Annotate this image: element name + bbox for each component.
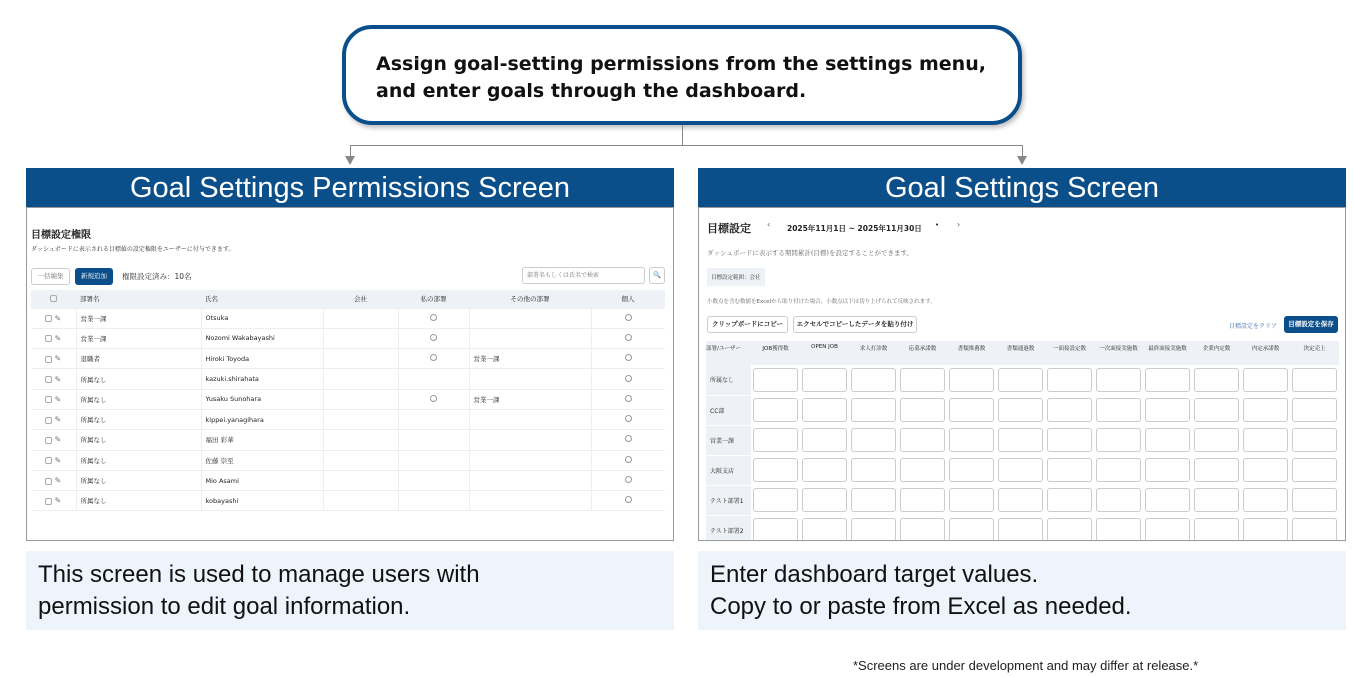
dept-cell: 所属なし (76, 409, 201, 429)
goal-input[interactable] (802, 398, 847, 422)
col-header: 最終面接実施数 (1143, 341, 1192, 365)
company-cell (323, 308, 398, 328)
dept-cell: 所属なし (76, 369, 201, 389)
goal-input[interactable] (1096, 428, 1141, 452)
circle-mark-icon (625, 375, 632, 382)
personal-cell (591, 450, 665, 470)
row-label: CC部 (706, 395, 751, 425)
name-cell: Hiroki Toyoda (201, 349, 323, 369)
my-dept-cell (398, 430, 469, 450)
goal-table (706, 341, 1339, 541)
permissions-title: Goal Settings Permissions Screen (26, 168, 674, 208)
my-dept-cell (398, 369, 469, 389)
caption-line: permission to edit goal information. (38, 593, 411, 620)
permission-count: 権限設定済み：10名 (122, 272, 192, 281)
edit-pencil-icon[interactable]: ✎ (54, 394, 62, 404)
goal-input[interactable] (1194, 518, 1239, 541)
goal-input[interactable] (802, 488, 847, 512)
bulk-edit-button[interactable]: 一括編集 (31, 268, 70, 285)
goal-input[interactable] (1047, 458, 1092, 482)
goal-input[interactable] (851, 368, 896, 392)
circle-mark-icon (625, 435, 632, 442)
goal-input[interactable] (998, 458, 1043, 482)
goal-input[interactable] (1096, 458, 1141, 482)
period-selector[interactable]: 2025年11月1日 ~ 2025年11月30日 (787, 224, 922, 233)
circle-mark-icon (430, 395, 437, 402)
clear-goals-link[interactable]: 目標設定をクリア (1229, 323, 1278, 330)
goal-input[interactable] (998, 488, 1043, 512)
goal-input[interactable] (949, 518, 994, 541)
goal-input[interactable] (900, 488, 945, 512)
table-row (31, 328, 665, 348)
table-row (31, 369, 665, 389)
goal-settings-title: Goal Settings Screen (698, 168, 1346, 208)
personal-cell (591, 430, 665, 450)
col-header: 会社 (323, 290, 398, 308)
goal-input[interactable] (1145, 488, 1190, 512)
footnote: *Screens are under development and may differ at release.* (853, 658, 1199, 673)
circle-mark-icon (625, 334, 632, 341)
goal-input[interactable] (1292, 458, 1337, 482)
goal-settings-screenshot (698, 207, 1346, 541)
table-row (31, 470, 665, 490)
name-cell: Otsuka (201, 308, 323, 328)
my-dept-cell (398, 349, 469, 369)
goal-input[interactable] (1145, 458, 1190, 482)
page-title: 目標設定権限 (31, 230, 91, 241)
name-cell: kazuki.shirahata (201, 369, 323, 389)
connector (350, 145, 1023, 146)
edit-pencil-icon[interactable]: ✎ (54, 333, 62, 343)
goal-input[interactable] (851, 458, 896, 482)
table-row (31, 409, 665, 429)
col-header: 書類推薦数 (947, 341, 996, 365)
goal-input[interactable] (753, 458, 798, 482)
goal-input[interactable] (1194, 458, 1239, 482)
col-header: 一次面接実施数 (1094, 341, 1143, 365)
goal-input[interactable] (802, 518, 847, 541)
circle-mark-icon (625, 415, 632, 422)
company-cell (323, 491, 398, 511)
row-label: テスト部署1 (706, 485, 751, 515)
personal-cell (591, 328, 665, 348)
goal-input[interactable] (851, 398, 896, 422)
table-row (706, 485, 1339, 515)
goal-input[interactable] (1194, 398, 1239, 422)
other-dept-cell (469, 470, 591, 490)
goal-input[interactable] (998, 398, 1043, 422)
my-dept-cell (398, 450, 469, 470)
row-checkbox[interactable] (45, 498, 52, 505)
goal-input[interactable] (1194, 428, 1239, 452)
circle-mark-icon (430, 334, 437, 341)
goal-input[interactable] (753, 398, 798, 422)
col-header: 氏名 (201, 290, 323, 308)
table-row (706, 425, 1339, 455)
col-header: その他の部署 (469, 290, 591, 308)
goal-input[interactable] (1292, 368, 1337, 392)
my-dept-cell (398, 470, 469, 490)
dropdown-icon[interactable]: • (935, 221, 940, 229)
personal-cell (591, 308, 665, 328)
circle-mark-icon (625, 395, 632, 402)
col-header: 企業内定数 (1192, 341, 1241, 365)
personal-cell (591, 369, 665, 389)
permissions-table (31, 290, 665, 511)
paste-note: 小数点を含む数値をExcelから貼り付けた場合、小数点以下は切り上げられて反映されます。 (707, 299, 936, 305)
row-checkbox[interactable] (45, 315, 52, 322)
goal-settings-caption (698, 551, 1346, 630)
company-cell (323, 369, 398, 389)
row-checkbox[interactable] (45, 457, 52, 464)
my-dept-cell (398, 308, 469, 328)
row-checkbox[interactable] (45, 478, 52, 485)
circle-mark-icon (430, 314, 437, 321)
dept-cell: 所属なし (76, 430, 201, 450)
name-cell: 佐藤 崇至 (201, 450, 323, 470)
col-header: 個人 (591, 290, 665, 308)
caption-line: This screen is used to manage users with (38, 561, 480, 588)
table-row (706, 395, 1339, 425)
personal-cell (591, 389, 665, 409)
other-dept-cell (469, 450, 591, 470)
personal-cell (591, 491, 665, 511)
col-header: 一面接設定数 (1045, 341, 1094, 365)
goal-input[interactable] (998, 518, 1043, 541)
goal-input[interactable] (998, 428, 1043, 452)
goal-input[interactable] (1243, 488, 1288, 512)
circle-mark-icon (625, 476, 632, 483)
personal-cell (591, 349, 665, 369)
goal-input[interactable] (949, 428, 994, 452)
name-cell: kippei.yanagihara (201, 409, 323, 429)
table-row (31, 491, 665, 511)
personal-cell (591, 409, 665, 429)
name-cell: kobayashi (201, 491, 323, 511)
goal-input[interactable] (1145, 518, 1190, 541)
name-cell: Mio Asami (201, 470, 323, 490)
goal-input[interactable] (802, 428, 847, 452)
edit-pencil-icon[interactable]: ✎ (54, 435, 62, 445)
row-label: 大阪支店 (706, 455, 751, 485)
col-header: 求人打診数 (849, 341, 898, 365)
circle-mark-icon (430, 354, 437, 361)
dept-cell: 所属なし (76, 450, 201, 470)
col-header: 内定承諾数 (1241, 341, 1290, 365)
col-header: 部署名 (76, 290, 201, 308)
goal-input[interactable] (949, 368, 994, 392)
goal-input[interactable] (851, 518, 896, 541)
table-row (31, 450, 665, 470)
goal-input[interactable] (1047, 368, 1092, 392)
name-cell: 福田 彩華 (201, 430, 323, 450)
goal-input[interactable] (949, 488, 994, 512)
select-all-checkbox[interactable] (50, 295, 57, 302)
save-goals-button[interactable]: 目標設定を保存 (1284, 316, 1338, 333)
other-dept-cell (469, 409, 591, 429)
circle-mark-icon (625, 496, 632, 503)
goal-input[interactable] (1194, 368, 1239, 392)
edit-pencil-icon[interactable]: ✎ (54, 455, 62, 465)
search-button[interactable] (649, 267, 665, 284)
goal-input[interactable] (802, 458, 847, 482)
goal-input[interactable] (1096, 488, 1141, 512)
col-header: 決定売上 (1290, 341, 1339, 365)
col-header: 私の部署 (398, 290, 469, 308)
search-input[interactable] (522, 267, 645, 284)
goal-input[interactable] (1243, 518, 1288, 541)
paste-excel-button[interactable]: エクセルでコピーしたデータを貼り付け (793, 316, 917, 333)
personal-cell (591, 470, 665, 490)
arrow-down-icon (345, 156, 355, 165)
row-checkbox[interactable] (45, 396, 52, 403)
row-label: 所属なし (706, 365, 751, 395)
edit-pencil-icon[interactable]: ✎ (54, 496, 62, 506)
goal-input[interactable] (900, 428, 945, 452)
name-cell: Yusaku Sunohara (201, 389, 323, 409)
company-cell (323, 430, 398, 450)
goal-input[interactable] (753, 428, 798, 452)
page-title: 目標設定 (707, 222, 751, 235)
circle-mark-icon (625, 314, 632, 321)
table-row (31, 389, 665, 409)
callout (342, 25, 1022, 125)
goal-input[interactable] (1145, 398, 1190, 422)
add-new-button[interactable]: 新規追加 (75, 268, 113, 285)
goal-input[interactable] (900, 368, 945, 392)
goal-input[interactable] (1047, 428, 1092, 452)
permissions-caption (26, 551, 674, 630)
prev-period-icon[interactable]: ‹ (767, 220, 771, 229)
goal-input[interactable] (1096, 398, 1141, 422)
goal-input[interactable] (1292, 518, 1337, 541)
goal-input[interactable] (851, 428, 896, 452)
my-dept-cell (398, 328, 469, 348)
goal-input[interactable] (998, 368, 1043, 392)
connector (682, 125, 683, 146)
search-icon: 🔍 (652, 271, 662, 279)
company-cell (323, 470, 398, 490)
goal-input[interactable] (851, 488, 896, 512)
company-cell (323, 349, 398, 369)
row-checkbox[interactable] (45, 356, 52, 363)
other-dept-cell (469, 328, 591, 348)
table-row (706, 455, 1339, 485)
col-header: 部署/ユーザー (706, 341, 751, 365)
next-period-icon[interactable]: › (957, 220, 961, 229)
copy-clipboard-button[interactable]: クリップボードにコピー (707, 316, 788, 333)
goal-input[interactable] (753, 488, 798, 512)
goal-input[interactable] (753, 518, 798, 541)
goal-input[interactable] (1292, 488, 1337, 512)
goal-input[interactable] (1047, 488, 1092, 512)
goal-input[interactable] (1292, 428, 1337, 452)
row-label: テスト部署2 (706, 515, 751, 541)
row-checkbox[interactable] (45, 376, 52, 383)
goal-input[interactable] (1292, 398, 1337, 422)
goal-input[interactable] (949, 458, 994, 482)
dept-cell: 所属なし (76, 491, 201, 511)
my-dept-cell (398, 389, 469, 409)
goal-input[interactable] (1096, 518, 1141, 541)
company-cell (323, 450, 398, 470)
goal-input[interactable] (1145, 428, 1190, 452)
other-dept-cell: 営業一課 (469, 389, 591, 409)
other-dept-cell: 営業一課 (469, 349, 591, 369)
goal-input[interactable] (753, 368, 798, 392)
col-header: 書類通過数 (996, 341, 1045, 365)
table-row (31, 349, 665, 369)
callout-line1: Assign goal-setting permissions from the settings menu, (376, 53, 986, 75)
goal-input[interactable] (1194, 488, 1239, 512)
table-row (31, 308, 665, 328)
dept-cell: 所属なし (76, 470, 201, 490)
row-checkbox[interactable] (45, 417, 52, 424)
dept-cell: 営業一課 (76, 308, 201, 328)
dept-cell: 営業一課 (76, 328, 201, 348)
page-description: ダッシュボードに表示する期間累計(目標)を設定することができます。 (707, 249, 913, 257)
dept-cell: 退職者 (76, 349, 201, 369)
other-dept-cell (469, 369, 591, 389)
goal-input[interactable] (1243, 398, 1288, 422)
table-row (706, 365, 1339, 395)
my-dept-cell (398, 409, 469, 429)
other-dept-cell (469, 430, 591, 450)
other-dept-cell (469, 308, 591, 328)
goal-input[interactable] (1145, 368, 1190, 392)
company-cell (323, 409, 398, 429)
permissions-screenshot (26, 207, 674, 541)
table-row (706, 515, 1339, 541)
goal-input[interactable] (949, 398, 994, 422)
arrow-down-icon (1017, 156, 1027, 165)
name-cell: Nozomi Wakabayashi (201, 328, 323, 348)
table-row (31, 430, 665, 450)
goal-input[interactable] (1243, 368, 1288, 392)
edit-pencil-icon[interactable]: ✎ (54, 476, 62, 486)
goal-input[interactable] (1096, 368, 1141, 392)
edit-pencil-icon[interactable]: ✎ (54, 415, 62, 425)
goal-input[interactable] (900, 458, 945, 482)
goal-input[interactable] (900, 398, 945, 422)
goal-input[interactable] (1047, 518, 1092, 541)
caption-line: Copy to or paste from Excel as needed. (710, 593, 1132, 620)
edit-pencil-icon[interactable]: ✎ (54, 354, 62, 364)
goal-input[interactable] (900, 518, 945, 541)
callout-line2: and enter goals through the dashboard. (376, 80, 807, 102)
col-header: JOB獲得数 (751, 341, 800, 365)
other-dept-cell (469, 491, 591, 511)
row-checkbox[interactable] (45, 437, 52, 444)
goal-input[interactable] (1047, 398, 1092, 422)
circle-mark-icon (625, 354, 632, 361)
company-cell (323, 328, 398, 348)
caption-line: Enter dashboard target values. (710, 561, 1039, 588)
edit-pencil-icon[interactable]: ✎ (54, 374, 62, 384)
dept-cell: 所属なし (76, 389, 201, 409)
company-cell (323, 389, 398, 409)
goal-input[interactable] (1243, 428, 1288, 452)
circle-mark-icon (625, 456, 632, 463)
col-header: OPEN JOB (800, 341, 849, 365)
page-description: ダッシュボードに表示される目標値の設定権限をユーザーに付与できます。 (31, 246, 235, 253)
goal-input[interactable] (802, 368, 847, 392)
scope-badge: 目標設定範囲：会社 (707, 268, 765, 286)
my-dept-cell (398, 491, 469, 511)
goal-input[interactable] (1243, 458, 1288, 482)
row-label: 営業一課 (706, 425, 751, 455)
col-header: 応募承諾数 (898, 341, 947, 365)
row-checkbox[interactable] (45, 335, 52, 342)
edit-pencil-icon[interactable]: ✎ (54, 313, 62, 323)
